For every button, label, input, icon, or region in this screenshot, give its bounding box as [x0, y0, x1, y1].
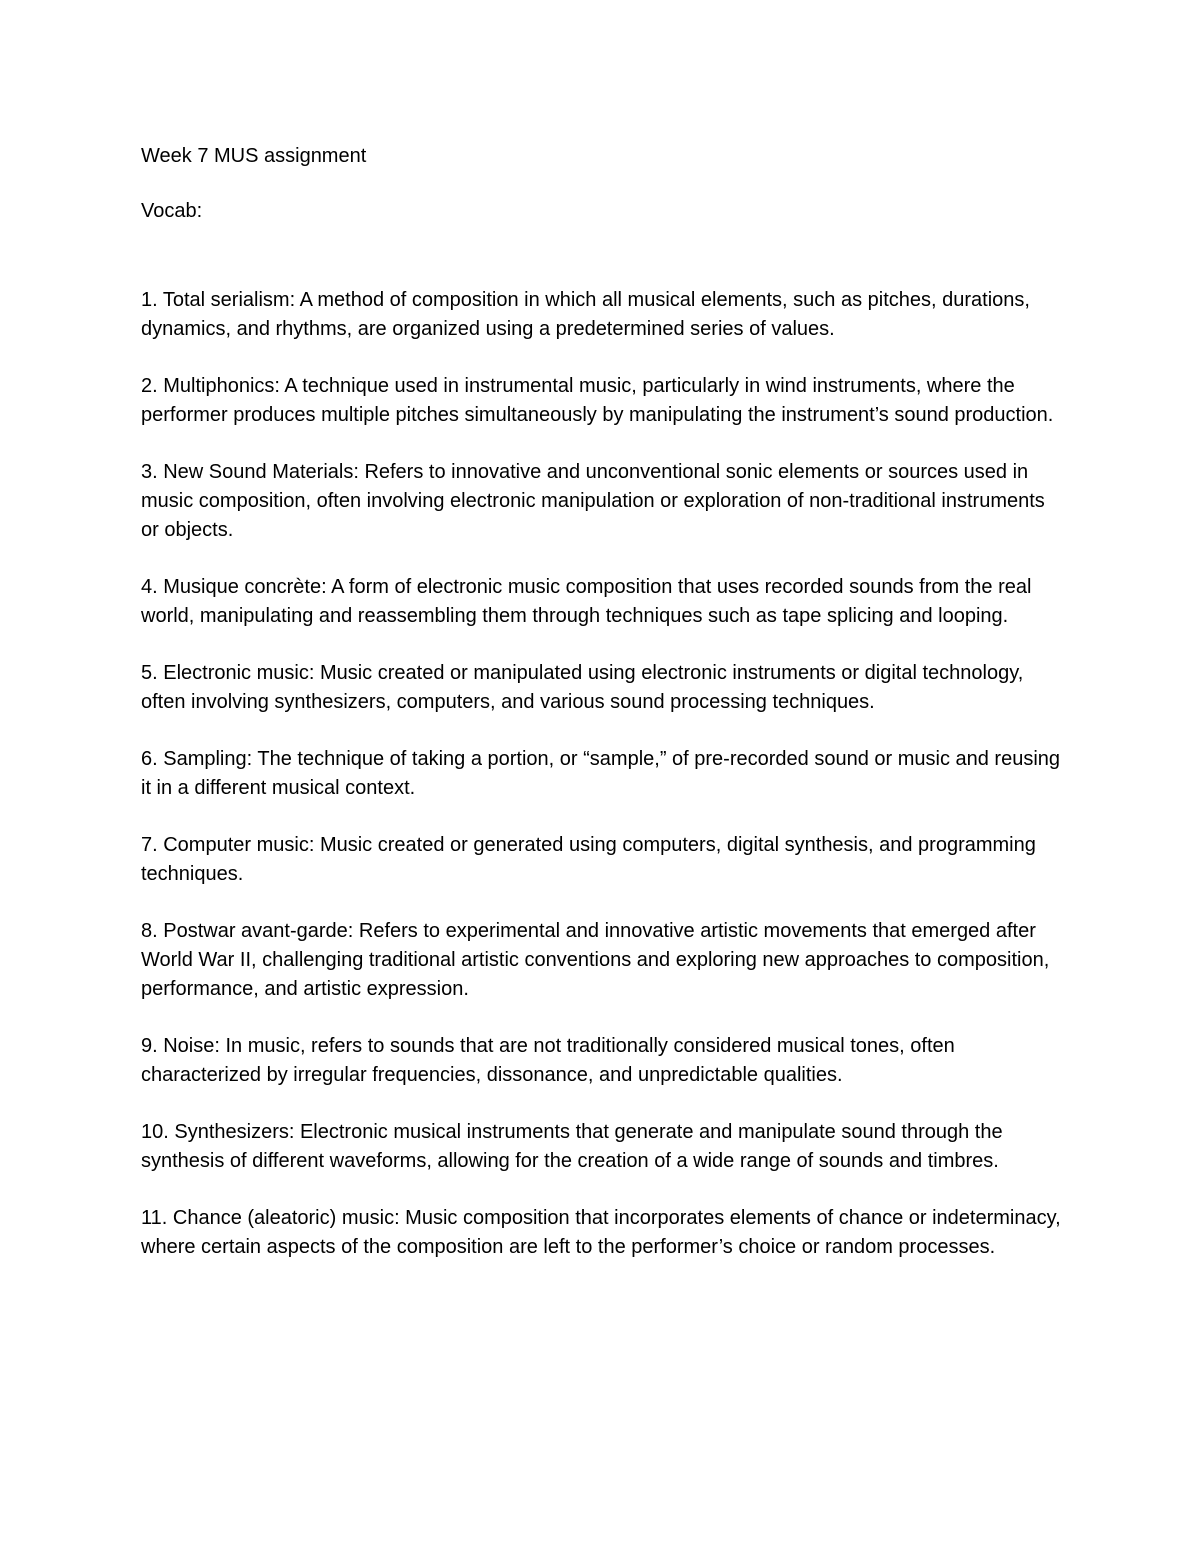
- vocab-term-sampling: 6. Sampling: The technique of taking a portion, or “sample,” of pre-recorded sound or music and reusing it in a different musical context.: [141, 748, 1061, 799]
- vocab-term-postwar-avant-garde: 8. Postwar avant-garde: Refers to experimental and innovative artistic movements that emerged after World War II, challenging traditional artistic conventions and exploring new approaches to composition, performance, and artistic expression.: [141, 920, 1050, 1000]
- vocab-term-electronic-music: 5. Electronic music: Music created or manipulated using electronic instruments or digital technology, often involving synthesizers, computers, and various sound processing techniques.: [141, 662, 1024, 713]
- vocab-term-multiphonics: 2. Multiphonics: A technique used in instrumental music, particularly in wind instruments, where the performer produces multiple pitches simultaneously by manipulating the instrument’s sound production.: [141, 375, 1054, 426]
- vocab-term-total-serialism: 1. Total serialism: A method of composition in which all musical elements, such as pitches, durations, dynamics, and rhythms, are organized using a predetermined series of values.: [141, 289, 1030, 340]
- section-label-vocab: Vocab:: [141, 200, 203, 222]
- vocab-term-computer-music: 7. Computer music: Music created or generated using computers, digital synthesis, and programming techniques.: [141, 834, 1036, 885]
- vocab-term-new-sound-materials: 3. New Sound Materials: Refers to innovative and unconventional sonic elements or sources used in music composition, often involving electronic manipulation or exploration of non-traditional instruments or objects.: [141, 461, 1045, 541]
- document-title: Week 7 MUS assignment: [141, 145, 367, 167]
- document-body: [141, 142, 1061, 1290]
- vocab-list: [141, 286, 1061, 1262]
- vocab-term-musique-concrete: 4. Musique concrète: A form of electronic music composition that uses recorded sounds from the real world, manipulating and reassembling them through techniques such as tape splicing and looping.: [141, 576, 1032, 627]
- vocab-term-noise: 9. Noise: In music, refers to sounds that are not traditionally considered musical tones, often characterized by irregular frequencies, dissonance, and unpredictable qualities.: [141, 1035, 955, 1086]
- vocab-term-chance-music: 11. Chance (aleatoric) music: Music composition that incorporates elements of chance or indeterminacy, where certain aspects of the composition are left to the performer’s choice or random processes.: [141, 1207, 1061, 1258]
- vocab-term-synthesizers: 10. Synthesizers: Electronic musical instruments that generate and manipulate sound through the synthesis of different waveforms, allowing for the creation of a wide range of sounds and timbres.: [141, 1121, 1003, 1172]
